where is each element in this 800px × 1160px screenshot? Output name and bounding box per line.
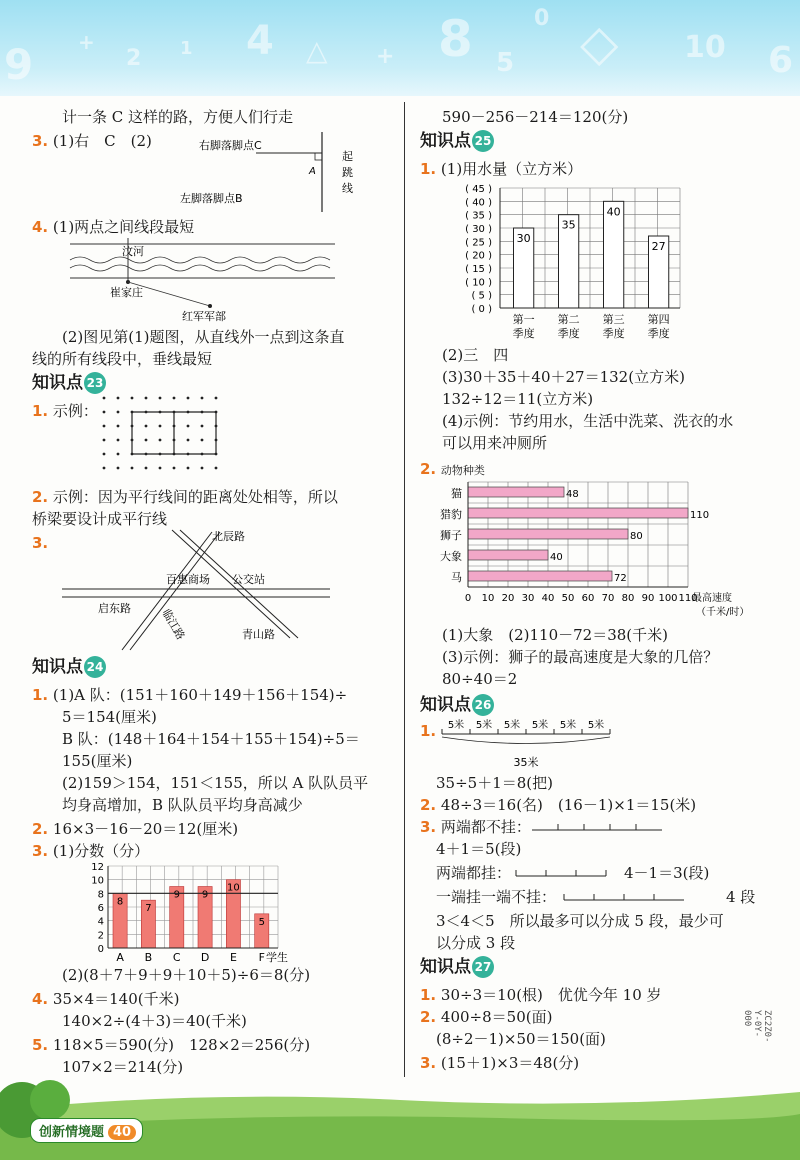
grid-dot: [159, 397, 162, 400]
grid-dot: [117, 439, 120, 442]
grid-dot: [159, 467, 162, 470]
grid-dot: [103, 453, 106, 456]
answer-line: (1)大象 (2)110－72＝38(千米): [442, 626, 669, 644]
grid-dot: [117, 397, 120, 400]
bar: [468, 571, 612, 581]
banner-deco: +: [78, 30, 95, 54]
answer-line: 4 段: [726, 888, 756, 906]
y-tick-label: ( 45 ): [465, 184, 492, 195]
knowledge-point-header: 知识点 24: [32, 656, 106, 678]
bar: [468, 487, 564, 497]
grid-dot: [117, 467, 120, 470]
y-tick-label: 猫: [451, 487, 462, 500]
x-tick-label: 30: [521, 593, 535, 604]
side-code: ZC2Z0-Y-0Y-000: [742, 1010, 772, 1043]
jump-line-label: 起跳线: [342, 150, 353, 195]
banner-deco: 10: [684, 30, 726, 65]
y-tick-label: 0: [97, 944, 104, 955]
x-tick-label: 第二: [557, 313, 580, 326]
army-point: [208, 304, 212, 308]
x-tick-label: F: [258, 951, 265, 964]
grid-dot: [131, 397, 134, 400]
knowledge-point-header: 知识点 23: [32, 372, 106, 394]
page-badge: 创新情境题 40: [30, 1118, 143, 1143]
grid-dot: [159, 425, 162, 428]
dot-grid-diagram: [100, 392, 240, 484]
answer-line: 35×4＝140(千米): [52, 990, 180, 1008]
answer-line: 16×3－16－20＝12(厘米): [52, 820, 239, 838]
answer-line: (1)用水量（立方米）: [440, 160, 583, 178]
x-tick-label: 0: [464, 593, 472, 604]
x-tick-label: 季度: [647, 327, 670, 340]
grid-dot: [103, 397, 106, 400]
grid-dot: [187, 439, 190, 442]
grid-dot: [187, 425, 190, 428]
answer-line: 590－256－214＝120(分): [442, 108, 629, 126]
answer-line: 140×2÷(4＋3)＝40(千米): [62, 1012, 247, 1030]
grid-dot: [201, 425, 204, 428]
banner-deco: 6: [768, 40, 794, 81]
grid-dot: [145, 397, 148, 400]
data-label: 72: [614, 573, 627, 584]
bar: [468, 529, 628, 539]
grid-dot: [173, 397, 176, 400]
answer-line: 示例：因为平行线间的距离处处相等，所以: [52, 488, 338, 506]
data-label: 48: [566, 489, 579, 500]
question-number: 4.: [32, 990, 49, 1008]
knowledge-point-header: 知识点 27: [420, 956, 494, 978]
answer-line: 5＝154(厘米): [62, 708, 157, 726]
x-tick-label: 20: [501, 593, 515, 604]
x-tick-label: 40: [541, 593, 555, 604]
data-label: 35: [561, 218, 576, 232]
answer-line: 均身高增加，B 队队员平均身高减少: [62, 796, 303, 814]
answer-line: 两端都不挂：: [440, 818, 531, 836]
x-tick-label: 季度: [512, 327, 535, 340]
grid-dot: [145, 467, 148, 470]
grid-dot: [201, 397, 204, 400]
segment-label: 5米: [503, 720, 521, 731]
grid-dot: [187, 397, 190, 400]
score-bar-chart: [82, 856, 288, 964]
question-number: 4.: [32, 218, 49, 236]
banner-deco: 8: [438, 10, 473, 68]
column-divider: [404, 102, 405, 1077]
left-foot-label: 左脚落脚点B: [180, 192, 243, 205]
question-number: 3.: [420, 818, 437, 836]
answer-line: 155(厘米): [62, 752, 133, 770]
army-label: 红军军部: [182, 310, 226, 323]
x-tick-label: 第三: [602, 313, 625, 326]
data-label: 30: [516, 232, 531, 245]
data-label: 8: [116, 896, 124, 908]
answer-line: (1)两点之间线段最短: [52, 218, 195, 236]
y-tick-label: ( 20 ): [465, 250, 492, 262]
answer-line: 线的所有线段中，垂线最短: [32, 350, 213, 368]
knowledge-point-header: 知识点 26: [420, 694, 494, 716]
answer-line: 4－1＝3(段): [624, 864, 710, 882]
river-diagram: [70, 238, 340, 322]
question-number: 2.: [32, 820, 49, 838]
y-tick-label: ( 35 ): [465, 210, 492, 222]
x-tick-label: 80: [621, 593, 635, 604]
segments-one-hung: [564, 890, 694, 904]
question-number: 2.: [420, 1008, 437, 1026]
answer-line: (2)(8＋7＋9＋9＋10＋5)÷6＝8(分): [62, 966, 311, 984]
answer-line: B 队：(148＋164＋154＋155＋154)÷5＝: [62, 730, 360, 748]
question-number: 1.: [32, 686, 49, 704]
answer-line: 30÷3＝10(根) 优优今年 10 岁: [440, 986, 662, 1004]
x-tick-label: 50: [561, 593, 575, 604]
river-wave: [70, 257, 330, 263]
answer-line: (1)A 队：(151＋160＋149＋156＋154)÷: [52, 686, 348, 704]
grid-dot: [103, 411, 106, 414]
question-number: 2.: [420, 460, 437, 478]
banner-deco: △: [306, 34, 328, 67]
answer-line: (2)图见第(1)题图，从直线外一点到这条直: [62, 328, 345, 346]
grid-dot: [131, 467, 134, 470]
chart-title: 动物种类: [440, 464, 485, 477]
answer-line: 118×5＝590(分) 128×2＝256(分): [52, 1036, 311, 1054]
x-tick-label: A: [116, 951, 124, 964]
banner-deco: 9: [4, 40, 34, 89]
banner-deco: 4: [246, 18, 274, 64]
answer-line: 4＋1＝5(段): [436, 840, 522, 858]
banner-deco: +: [376, 44, 395, 69]
answer-line: (3)30＋35＋40＋27＝132(立方米): [442, 368, 685, 386]
answer-line: (3)示例：狮子的最高速度是大象的几倍？: [442, 648, 719, 666]
question-number: 1.: [420, 722, 437, 740]
water-bar-chart: [454, 178, 724, 338]
data-label: 9: [201, 889, 209, 901]
x-tick-label: 70: [601, 593, 615, 604]
page-number: 40: [108, 1125, 136, 1140]
answer-line: 可以用来冲厕所: [442, 434, 548, 452]
point-a-label: A: [309, 166, 316, 177]
question-number: 3.: [420, 1054, 437, 1072]
grid-dot: [117, 453, 120, 456]
y-tick-label: 2: [97, 930, 104, 942]
x-tick-label: 季度: [602, 327, 625, 340]
y-tick-label: ( 15 ): [465, 264, 492, 275]
answer-line: 3＜4＜5 所以最多可以分成 5 段，最少可: [436, 912, 724, 930]
data-label: 80: [630, 531, 643, 542]
segment-label: 5米: [475, 720, 493, 731]
x-tick-label: 季度: [557, 327, 580, 340]
y-tick-label: ( 40 ): [465, 197, 492, 209]
grid-dot: [201, 439, 204, 442]
bar: [468, 508, 688, 518]
knowledge-point-header: 知识点 25: [420, 130, 494, 152]
jump-diagram: [172, 130, 372, 214]
grid-dot: [103, 439, 106, 442]
segment-label: 5米: [587, 720, 605, 731]
question-number: 3.: [32, 132, 49, 150]
x-tick-label: 10: [481, 593, 495, 604]
answer-line: (1)右 C (2): [52, 132, 152, 150]
y-tick-label: 猎豹: [440, 508, 462, 521]
linjiang-road-label: 临江路: [159, 607, 188, 643]
segments-none-hung: [532, 820, 672, 834]
question-number: 1.: [420, 160, 437, 178]
grid-dot: [117, 425, 120, 428]
grid-dot: [145, 425, 148, 428]
answer-line: (4)示例：节约用水，生活中洗菜、洗衣的水: [442, 412, 734, 430]
y-tick-label: ( 30 ): [465, 224, 492, 235]
question-number: 1.: [32, 402, 49, 420]
qingshan-road-label: 青山路: [242, 628, 275, 641]
answer-line: 两端都挂：: [436, 864, 512, 882]
y-tick-label: 马: [451, 571, 462, 584]
grid-dot: [103, 425, 106, 428]
x-tick-label: E: [229, 951, 237, 964]
answer-line: 48÷3＝16(名) (16－1)×1＝15(米): [440, 796, 697, 814]
question-number: 2.: [32, 488, 49, 506]
river-label: 汶河: [122, 245, 144, 258]
answer-line: 107×2＝214(分): [62, 1058, 184, 1076]
question-number: 3.: [32, 534, 49, 552]
grid-dot: [117, 411, 120, 414]
segment-label: 5米: [531, 720, 549, 731]
banner-deco: ◇: [580, 14, 619, 72]
grid-dot: [201, 467, 204, 470]
segment-label: 5米: [559, 720, 577, 731]
answer-line: (2)三 四: [442, 346, 509, 364]
answer-line: (8÷2－1)×50＝150(面): [436, 1030, 606, 1048]
x-tick-label: 第四: [647, 313, 670, 326]
bar: [468, 550, 548, 560]
y-tick-label: ( 5 ): [471, 290, 492, 302]
y-tick-label: ( 0 ): [471, 304, 492, 315]
brace: [442, 737, 610, 744]
data-label: 10: [227, 882, 240, 894]
y-tick-label: 10: [91, 875, 104, 887]
answer-line: 示例：: [52, 402, 98, 420]
segment-label: 5米: [447, 720, 465, 731]
grid-dot: [187, 467, 190, 470]
street-map: [60, 528, 340, 652]
answer-line: (2)159＞154，151＜155，所以 A 队队员平: [62, 774, 369, 792]
y-tick-label: 大象: [440, 550, 462, 563]
question-number: 5.: [32, 1036, 49, 1054]
question-number: 1.: [420, 986, 437, 1004]
y-tick-label: 12: [91, 862, 104, 873]
x-tick-label: 90: [641, 593, 655, 604]
x-tick-label: 60: [581, 593, 595, 604]
beichen-road-label: 北辰路: [212, 530, 245, 543]
x-tick-label: 110: [678, 593, 698, 604]
data-label: 5: [258, 916, 265, 928]
x-tick-label: C: [172, 951, 181, 964]
x-tick-label: 100: [658, 593, 678, 604]
grid-dot: [215, 397, 218, 400]
x-axis-label: （千米/时）: [696, 607, 750, 618]
x-tick-label: 第一: [512, 313, 535, 326]
answer-line: (1)分数（分）: [52, 842, 150, 860]
speed-bar-chart: [420, 478, 780, 618]
banner-deco: 0: [534, 6, 550, 31]
bus-stop-label: 公交站: [232, 573, 265, 586]
y-tick-label: 6: [97, 903, 104, 914]
right-angle-mark: [315, 153, 322, 160]
x-axis-label: 最高速度: [692, 593, 732, 604]
answer-line: 计一条 C 这样的路，方便人们行走: [62, 108, 294, 126]
banner-deco: 1: [180, 38, 193, 59]
grid-dot: [215, 467, 218, 470]
answer-line: (15＋1)×3＝48(分): [440, 1054, 580, 1072]
right-foot-label: 右脚落脚点C: [199, 139, 262, 152]
river-wave: [70, 265, 330, 271]
baihui-mall-label: 百惠商场: [166, 573, 210, 586]
answer-line: 桥梁要设计成平行线: [32, 510, 168, 528]
x-tick-label: D: [200, 951, 210, 964]
answer-line: 400÷8＝50(面): [440, 1008, 553, 1026]
grid-dot: [173, 467, 176, 470]
village-label: 崔家庄: [110, 286, 143, 299]
answer-line: 一端挂一端不挂：: [436, 888, 557, 906]
banner-deco: 2: [126, 46, 142, 71]
y-tick-label: ( 25 ): [465, 237, 492, 249]
y-tick-label: 4: [97, 916, 104, 928]
answer-line: 80÷40＝2: [442, 670, 518, 688]
header-banner: [0, 0, 800, 96]
answer-line: 35÷5＋1＝8(把): [436, 774, 553, 792]
x-tick-label: B: [144, 951, 153, 964]
segment-diagram: [434, 718, 634, 770]
banner-deco: 5: [496, 48, 515, 78]
data-label: 9: [173, 889, 180, 901]
total-label: 35米: [513, 756, 539, 769]
question-number: 2.: [420, 796, 437, 814]
data-label: 40: [606, 205, 621, 219]
segments-both-hung: [516, 866, 616, 880]
data-label: 7: [145, 903, 152, 915]
y-tick-label: 狮子: [440, 529, 462, 542]
grid-dot: [159, 439, 162, 442]
qidong-road-label: 启东路: [98, 602, 131, 615]
footer-decoration: [0, 1070, 800, 1160]
grid-dot: [103, 467, 106, 470]
answer-line: 132÷12＝11(立方米): [442, 390, 594, 408]
data-label: 40: [550, 552, 563, 563]
question-number: 3.: [32, 842, 49, 860]
data-label: 110: [690, 510, 710, 521]
grid-dot: [145, 439, 148, 442]
answer-line: 以分成 3 段: [436, 934, 516, 952]
y-tick-label: 8: [97, 889, 104, 901]
x-axis-label: 学生: [266, 951, 288, 964]
data-label: 27: [651, 240, 666, 253]
y-tick-label: ( 10 ): [465, 277, 492, 289]
